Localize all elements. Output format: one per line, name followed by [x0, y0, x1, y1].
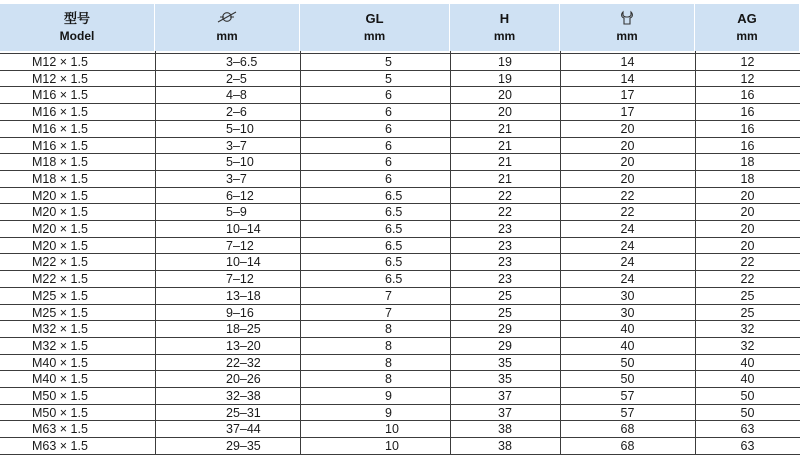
table-cell: 5	[385, 72, 392, 86]
table-cell: 22	[740, 272, 755, 286]
table-cell: M18 × 1.5	[32, 155, 88, 169]
table-cell: M22 × 1.5	[32, 255, 88, 269]
table-cell: 9	[385, 406, 392, 420]
table-cell: 38	[498, 439, 512, 453]
table-cell: 17	[620, 105, 635, 119]
table-cell: 4–8	[226, 88, 247, 102]
table-cell: M32 × 1.5	[32, 322, 88, 336]
table-cell: 6	[385, 155, 392, 169]
table-cell: 40	[620, 322, 635, 336]
table-cell: 57	[620, 389, 635, 403]
table-cell: 16	[740, 139, 755, 153]
table-cell: 20	[498, 105, 512, 119]
table-cell: 6.5	[385, 255, 403, 269]
diameter-icon	[155, 10, 299, 26]
header-unit: mm	[493, 29, 516, 43]
table-cell: 35	[498, 356, 512, 370]
table-cell: 21	[498, 139, 512, 153]
table-cell: 37	[498, 389, 512, 403]
table-cell: 20	[498, 88, 512, 102]
table-cell: 22	[498, 205, 512, 219]
table-cell: 5–10	[226, 122, 254, 136]
table-cell: 10	[385, 422, 399, 436]
row-divider	[0, 454, 800, 455]
table-cell: 24	[620, 222, 635, 236]
table-cell: 12	[740, 55, 755, 69]
table-cell: 6.5	[385, 205, 403, 219]
table-cell: 30	[620, 289, 635, 303]
table-cell: 2–5	[226, 72, 247, 86]
table-cell: 13–18	[226, 289, 261, 303]
table-cell: 25	[740, 289, 755, 303]
table-cell: 6	[385, 122, 392, 136]
table-cell: 6	[385, 172, 392, 186]
table-cell: 6.5	[385, 222, 403, 236]
header-unit: mm	[616, 29, 638, 43]
table-cell: 37–44	[226, 422, 261, 436]
table-cell: 23	[498, 239, 512, 253]
table-cell: 6–12	[226, 189, 254, 203]
header-unit: mm	[363, 29, 386, 43]
table-cell: 30	[620, 306, 635, 320]
table-cell: 6.5	[385, 272, 403, 286]
table-cell: 68	[620, 439, 635, 453]
table-cell: 57	[620, 406, 635, 420]
table-cell: 10–14	[226, 255, 261, 269]
table-cell: 8	[385, 372, 392, 386]
table-cell: 3–6.5	[226, 55, 258, 69]
header-label-line1: GL	[365, 11, 384, 26]
table-cell: 22	[498, 189, 512, 203]
table-cell: 29	[498, 322, 512, 336]
table-cell: 25	[498, 289, 512, 303]
header-label-line1: AG	[737, 11, 757, 26]
header-cell-1	[155, 4, 300, 51]
table-cell: 35	[498, 372, 512, 386]
header-unit: Model	[59, 29, 95, 43]
table-cell: 22	[620, 189, 635, 203]
table-cell: M20 × 1.5	[32, 222, 88, 236]
table-cell: 18–25	[226, 322, 261, 336]
table-cell: 19	[498, 72, 512, 86]
table-cell: 16	[740, 122, 755, 136]
table-cell: 40	[620, 339, 635, 353]
table-cell: M50 × 1.5	[32, 406, 88, 420]
table-cell: 12	[740, 72, 755, 86]
table-cell: 19	[498, 55, 512, 69]
table-cell: 38	[498, 422, 512, 436]
table-cell: 50	[740, 389, 755, 403]
table-cell: 25	[498, 306, 512, 320]
table-cell: 18	[740, 172, 755, 186]
table-cell: 22	[620, 205, 635, 219]
table-cell: 40	[740, 372, 755, 386]
table-cell: 2–6	[226, 105, 247, 119]
header-unit: mm	[216, 29, 238, 43]
table-cell: 23	[498, 272, 512, 286]
table-cell: 24	[620, 272, 635, 286]
table-cell: 17	[620, 88, 635, 102]
table-cell: 25–31	[226, 406, 261, 420]
table-cell: 20	[620, 122, 635, 136]
table-cell: 9–16	[226, 306, 254, 320]
table-cell: 37	[498, 406, 512, 420]
table-cell: 9	[385, 389, 392, 403]
table-cell: 5–10	[226, 155, 254, 169]
table-cell: 10–14	[226, 222, 261, 236]
table-cell: 29–35	[226, 439, 261, 453]
table-cell: 21	[498, 172, 512, 186]
table-cell: M16 × 1.5	[32, 88, 88, 102]
table-cell: 24	[620, 255, 635, 269]
table-cell: 20	[620, 155, 635, 169]
table-cell: 3–7	[226, 172, 247, 186]
table-cell: 18	[740, 155, 755, 169]
table-cell: 29	[498, 339, 512, 353]
table-cell: M50 × 1.5	[32, 389, 88, 403]
table-cell: 16	[740, 88, 755, 102]
table-cell: M25 × 1.5	[32, 306, 88, 320]
header-label-line1: H	[499, 11, 510, 26]
table-cell: M40 × 1.5	[32, 356, 88, 370]
table-cell: 50	[620, 372, 635, 386]
table-cell: 21	[498, 122, 512, 136]
table-cell: 63	[740, 439, 755, 453]
table-cell: 6	[385, 88, 392, 102]
table-cell: 10	[385, 439, 399, 453]
table-cell: M63 × 1.5	[32, 422, 88, 436]
table-cell: 50	[740, 406, 755, 420]
table-cell: 7	[385, 289, 392, 303]
header-cell-5	[695, 4, 800, 51]
table-cell: M20 × 1.5	[32, 239, 88, 253]
table-cell: M12 × 1.5	[32, 72, 88, 86]
table-cell: 7–12	[226, 272, 254, 286]
table-cell: M18 × 1.5	[32, 172, 88, 186]
table-cell: M16 × 1.5	[32, 105, 88, 119]
table-cell: 20	[740, 222, 755, 236]
table-cell: 20	[740, 205, 755, 219]
table-cell: 23	[498, 222, 512, 236]
table-cell: 40	[740, 356, 755, 370]
table-cell: 8	[385, 356, 392, 370]
header-cell-2	[300, 4, 450, 51]
table-cell: 14	[620, 72, 635, 86]
table-cell: M20 × 1.5	[32, 189, 88, 203]
table-cell: 22	[740, 255, 755, 269]
table-cell: 6.5	[385, 239, 403, 253]
header-label-line1: 型号	[63, 11, 90, 26]
header-cell-0	[0, 4, 155, 51]
table-cell: 7–12	[226, 239, 254, 253]
table-cell: 68	[620, 422, 635, 436]
table-cell: M20 × 1.5	[32, 205, 88, 219]
table-cell: 25	[740, 306, 755, 320]
table-cell: 20	[620, 139, 635, 153]
table-cell: 32	[740, 322, 755, 336]
table-cell: 32	[740, 339, 755, 353]
table-cell: M32 × 1.5	[32, 339, 88, 353]
table-cell: 20	[620, 172, 635, 186]
table-cell: M22 × 1.5	[32, 272, 88, 286]
table-cell: 7	[385, 306, 392, 320]
header-cell-4	[560, 4, 695, 51]
table-cell: 6.5	[385, 189, 403, 203]
header-unit: mm	[736, 29, 758, 43]
table-cell: 21	[498, 155, 512, 169]
table-cell: 20–26	[226, 372, 261, 386]
table-cell: 6	[385, 139, 392, 153]
table-cell: 50	[620, 356, 635, 370]
table-cell: M63 × 1.5	[32, 439, 88, 453]
table-cell: M12 × 1.5	[32, 55, 88, 69]
table-cell: 20	[740, 189, 755, 203]
table-cell: 6	[385, 105, 392, 119]
table-cell: M16 × 1.5	[32, 139, 88, 153]
table-cell: 32–38	[226, 389, 261, 403]
table-cell: 14	[620, 55, 635, 69]
table-cell: 5	[385, 55, 392, 69]
table-cell: M16 × 1.5	[32, 122, 88, 136]
wrench-icon	[560, 10, 694, 26]
table-cell: 8	[385, 339, 392, 353]
table-cell: 63	[740, 422, 755, 436]
table-cell: 5–9	[226, 205, 247, 219]
table-cell: 13–20	[226, 339, 261, 353]
table-cell: 16	[740, 105, 755, 119]
table-cell: 20	[740, 239, 755, 253]
table-cell: M40 × 1.5	[32, 372, 88, 386]
table-cell: 3–7	[226, 139, 247, 153]
table-cell: 24	[620, 239, 635, 253]
table-cell: 23	[498, 255, 512, 269]
header-cell-3	[450, 4, 560, 51]
table-cell: M25 × 1.5	[32, 289, 88, 303]
table-cell: 8	[385, 322, 392, 336]
table-cell: 22–32	[226, 356, 261, 370]
